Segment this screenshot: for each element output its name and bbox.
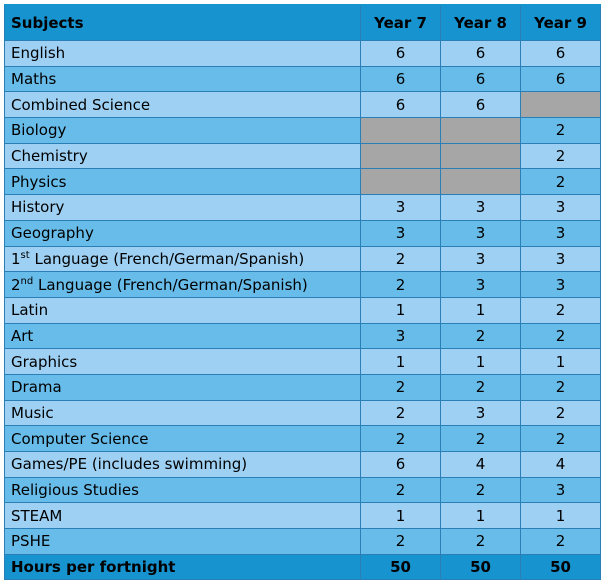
hours-year-8: 1 xyxy=(441,503,521,529)
hours-year-8: 2 xyxy=(441,477,521,503)
hours-year-7: 2 xyxy=(361,374,441,400)
hours-year-8: 3 xyxy=(441,246,521,272)
subject-name: Language (French/German/Spanish) xyxy=(33,275,308,294)
subject-cell: Music xyxy=(5,400,361,426)
table-row xyxy=(5,349,601,375)
hours-year-8: 4 xyxy=(441,452,521,478)
table-row xyxy=(5,169,601,195)
not-applicable-cell xyxy=(361,169,441,195)
hours-year-9: 3 xyxy=(521,246,601,272)
hours-year-9: 1 xyxy=(521,349,601,375)
hours-year-8: 2 xyxy=(441,529,521,555)
hours-year-8: 6 xyxy=(441,41,521,67)
not-applicable-cell xyxy=(361,118,441,144)
table-row xyxy=(5,246,601,272)
hours-year-7: 2 xyxy=(361,477,441,503)
hours-year-7: 6 xyxy=(361,41,441,67)
subject-cell: Geography xyxy=(5,220,361,246)
hours-year-9: 2 xyxy=(521,297,601,323)
hours-year-9: 2 xyxy=(521,323,601,349)
table-row xyxy=(5,452,601,478)
table-row xyxy=(5,503,601,529)
subject-cell xyxy=(5,272,361,298)
not-applicable-cell xyxy=(441,118,521,144)
hours-year-9: 2 xyxy=(521,169,601,195)
total-year-8: 50 xyxy=(441,554,521,580)
not-applicable-cell xyxy=(521,92,601,118)
table-row xyxy=(5,297,601,323)
table-row xyxy=(5,529,601,555)
subject-cell: Art xyxy=(5,323,361,349)
hours-year-9: 2 xyxy=(521,529,601,555)
hours-year-8: 6 xyxy=(441,66,521,92)
hours-year-7: 2 xyxy=(361,272,441,298)
ordinal-suffix: st xyxy=(20,249,30,261)
not-applicable-cell xyxy=(361,143,441,169)
hours-year-7: 3 xyxy=(361,195,441,221)
hours-year-9: 2 xyxy=(521,426,601,452)
ordinal-number: 1 xyxy=(11,249,21,268)
hours-year-8: 1 xyxy=(441,349,521,375)
hours-year-8: 3 xyxy=(441,220,521,246)
hours-year-8: 3 xyxy=(441,195,521,221)
not-applicable-cell xyxy=(441,169,521,195)
table-row xyxy=(5,41,601,67)
subject-cell: History xyxy=(5,195,361,221)
table-row xyxy=(5,272,601,298)
subject-cell: Drama xyxy=(5,374,361,400)
table-row xyxy=(5,92,601,118)
subject-cell: English xyxy=(5,41,361,67)
hours-year-7: 2 xyxy=(361,246,441,272)
table-row xyxy=(5,66,601,92)
header-year-8: Year 8 xyxy=(441,5,521,41)
subject-cell: Games/PE (includes swimming) xyxy=(5,452,361,478)
table-row xyxy=(5,477,601,503)
subject-cell: Latin xyxy=(5,297,361,323)
subject-cell: Maths xyxy=(5,66,361,92)
subject-name: Language (French/German/Spanish) xyxy=(29,249,305,268)
hours-year-9: 6 xyxy=(521,41,601,67)
subject-cell: STEAM xyxy=(5,503,361,529)
subject-cell: Physics xyxy=(5,169,361,195)
hours-year-9: 2 xyxy=(521,400,601,426)
ordinal-number: 2 xyxy=(11,275,21,294)
hours-year-8: 2 xyxy=(441,374,521,400)
hours-year-8: 3 xyxy=(441,272,521,298)
header-year-9: Year 9 xyxy=(521,5,601,41)
hours-year-7: 1 xyxy=(361,349,441,375)
hours-year-9: 4 xyxy=(521,452,601,478)
table-row xyxy=(5,400,601,426)
hours-year-7: 2 xyxy=(361,400,441,426)
table-row xyxy=(5,426,601,452)
hours-year-7: 3 xyxy=(361,220,441,246)
timetable-container xyxy=(4,4,601,580)
hours-year-8: 1 xyxy=(441,297,521,323)
header-row xyxy=(5,5,601,41)
subject-cell: Combined Science xyxy=(5,92,361,118)
hours-year-9: 3 xyxy=(521,272,601,298)
hours-year-7: 1 xyxy=(361,297,441,323)
hours-year-8: 3 xyxy=(441,400,521,426)
table-row xyxy=(5,220,601,246)
table-row xyxy=(5,374,601,400)
hours-year-7: 2 xyxy=(361,529,441,555)
header-year-7: Year 7 xyxy=(361,5,441,41)
table-body xyxy=(5,41,601,580)
hours-year-8: 6 xyxy=(441,92,521,118)
subject-hours-table xyxy=(4,4,601,580)
hours-year-7: 6 xyxy=(361,452,441,478)
ordinal-suffix: nd xyxy=(20,275,34,287)
table-row xyxy=(5,143,601,169)
table-row xyxy=(5,118,601,144)
subject-cell xyxy=(5,246,361,272)
subject-cell: Graphics xyxy=(5,349,361,375)
hours-year-7: 6 xyxy=(361,92,441,118)
hours-year-8: 2 xyxy=(441,426,521,452)
hours-year-8: 2 xyxy=(441,323,521,349)
total-year-9: 50 xyxy=(521,554,601,580)
total-label: Hours per fortnight xyxy=(5,554,361,580)
hours-year-9: 2 xyxy=(521,374,601,400)
hours-year-9: 1 xyxy=(521,503,601,529)
hours-year-7: 1 xyxy=(361,503,441,529)
not-applicable-cell xyxy=(441,143,521,169)
hours-year-9: 2 xyxy=(521,118,601,144)
subject-cell: Computer Science xyxy=(5,426,361,452)
hours-year-9: 3 xyxy=(521,195,601,221)
hours-year-9: 3 xyxy=(521,477,601,503)
table-row xyxy=(5,195,601,221)
table-row xyxy=(5,323,601,349)
hours-year-7: 6 xyxy=(361,66,441,92)
hours-year-9: 3 xyxy=(521,220,601,246)
hours-year-7: 3 xyxy=(361,323,441,349)
total-row xyxy=(5,554,601,580)
hours-year-9: 2 xyxy=(521,143,601,169)
subject-cell: Biology xyxy=(5,118,361,144)
hours-year-7: 2 xyxy=(361,426,441,452)
subject-cell: Chemistry xyxy=(5,143,361,169)
subject-cell: PSHE xyxy=(5,529,361,555)
total-year-7: 50 xyxy=(361,554,441,580)
subject-cell: Religious Studies xyxy=(5,477,361,503)
header-subjects: Subjects xyxy=(5,5,361,41)
hours-year-9: 6 xyxy=(521,66,601,92)
